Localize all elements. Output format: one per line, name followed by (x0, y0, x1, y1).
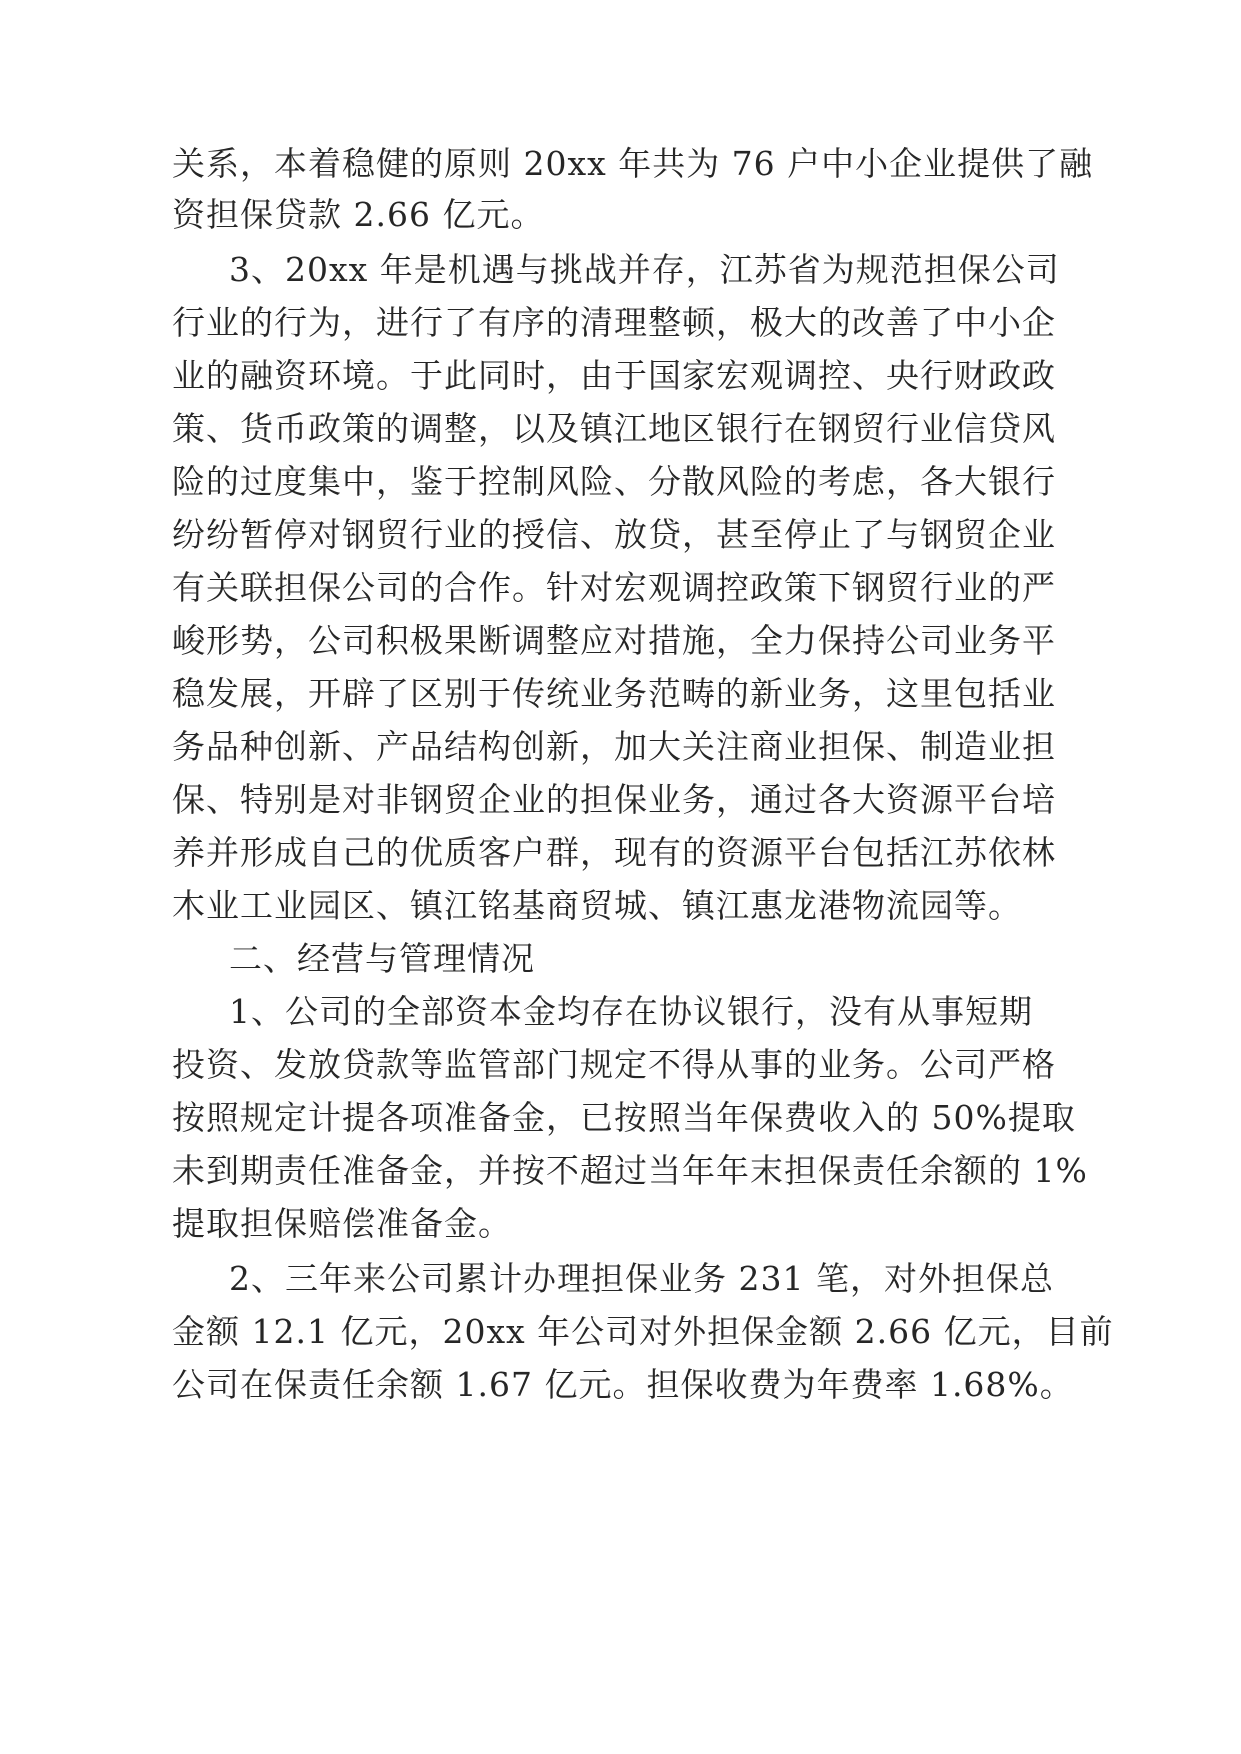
text-line: 资担保贷款 2.66 亿元。 (172, 195, 545, 234)
text-line: 策、货币政策的调整，以及镇江地区银行在钢贸行业信贷风 (172, 409, 1056, 448)
text-line: 纷纷暂停对钢贸行业的授信、放贷，甚至停止了与钢贸企业 (172, 515, 1056, 554)
section-heading: 二、经营与管理情况 (229, 939, 535, 978)
text-line: 3、20xx 年是机遇与挑战并存，江苏省为规范担保公司 (229, 250, 1060, 289)
text-line: 按照规定计提各项准备金，已按照当年保费收入的 50%提取 (172, 1098, 1076, 1137)
text-line: 险的过度集中，鉴于控制风险、分散风险的考虑，各大银行 (172, 462, 1056, 501)
text-line: 有关联担保公司的合作。针对宏观调控政策下钢贸行业的严 (172, 568, 1056, 607)
text-line: 1、公司的全部资本金均存在协议银行，没有从事短期 (229, 992, 1033, 1031)
text-line: 关系，本着稳健的原则 20xx 年共为 76 户中小企业提供了融 (172, 144, 1094, 183)
text-line: 投资、发放贷款等监管部门规定不得从事的业务。公司严格 (172, 1045, 1056, 1084)
text-line: 保、特别是对非钢贸企业的担保业务，通过各大资源平台培 (172, 780, 1056, 819)
text-line: 行业的行为，进行了有序的清理整顿，极大的改善了中小企 (172, 303, 1056, 342)
text-line: 金额 12.1 亿元，20xx 年公司对外担保金额 2.66 亿元，目前 (172, 1312, 1114, 1351)
text-line: 未到期责任准备金，并按不超过当年年末担保责任余额的 1% (172, 1151, 1088, 1190)
text-line: 公司在保责任余额 1.67 亿元。担保收费为年费率 1.68%。 (172, 1365, 1074, 1404)
text-line: 木业工业园区、镇江铭基商贸城、镇江惠龙港物流园等。 (172, 886, 1022, 925)
text-line: 提取担保赔偿准备金。 (172, 1204, 512, 1243)
text-line: 2、三年来公司累计办理担保业务 231 笔，对外担保总 (229, 1259, 1054, 1298)
text-line: 稳发展，开辟了区别于传统业务范畴的新业务，这里包括业 (172, 674, 1056, 713)
text-line: 养并形成自己的优质客户群，现有的资源平台包括江苏依林 (172, 833, 1056, 872)
text-line: 务品种创新、产品结构创新，加大关注商业担保、制造业担 (172, 727, 1056, 766)
text-line: 业的融资环境。于此同时，由于国家宏观调控、央行财政政 (172, 356, 1056, 395)
text-line: 峻形势，公司积极果断调整应对措施，全力保持公司业务平 (172, 621, 1056, 660)
